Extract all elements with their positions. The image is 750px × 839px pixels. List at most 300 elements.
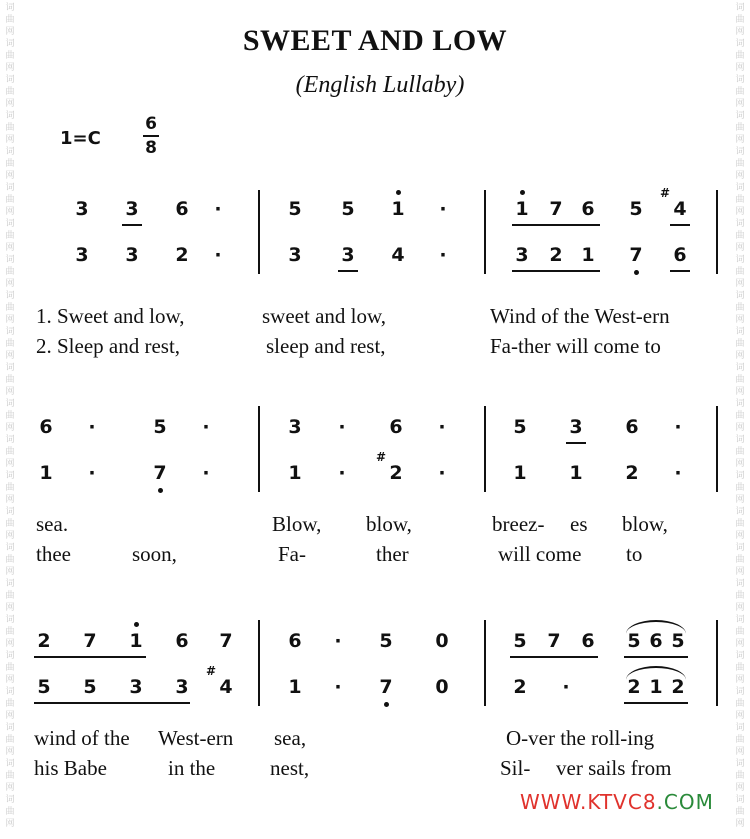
watermark-char: 曲 [735, 735, 745, 745]
sharp-sign: # [376, 450, 387, 464]
barline [258, 620, 260, 706]
note-low: 7 [150, 462, 170, 484]
watermark-char: 网 [5, 495, 15, 505]
note: 3 [129, 676, 143, 698]
eighth-underline [512, 270, 600, 272]
watermark-char: 词 [735, 111, 745, 121]
watermark-char: 词 [5, 579, 15, 589]
watermark-char: 词 [5, 651, 15, 661]
watermark-char: 曲 [5, 231, 15, 241]
watermark-char: 曲 [735, 699, 745, 709]
watermark-char: 词 [735, 363, 745, 373]
note: 4 [391, 244, 405, 266]
site-watermark [520, 790, 714, 814]
watermark-group [735, 506, 744, 542]
watermark-char: 曲 [735, 447, 745, 457]
note: 7 [83, 630, 97, 652]
lyric-verse-1: sea. [36, 512, 69, 536]
watermark-char: 曲 [735, 195, 745, 205]
watermark-char: 曲 [5, 123, 15, 133]
watermark-char: 词 [5, 255, 15, 265]
watermark-char: 曲 [735, 375, 745, 385]
watermark-group [5, 470, 14, 506]
eighth-underline [624, 702, 688, 704]
watermark-group [735, 470, 744, 506]
slur [626, 620, 686, 634]
note: 3 [75, 244, 89, 266]
watermark-char: 曲 [5, 15, 15, 25]
watermark-char: 曲 [735, 771, 745, 781]
watermark-group [735, 614, 744, 650]
time-signature-bottom: 8 [145, 138, 157, 158]
time-signature-top: 6 [145, 114, 157, 134]
note: 3 [125, 198, 139, 220]
duration-dot: · [439, 198, 447, 220]
note: 1 [39, 462, 53, 484]
watermark-group [735, 182, 744, 218]
note: 7 [547, 630, 561, 652]
watermark-char: 网 [5, 783, 15, 793]
watermark-char: 曲 [735, 51, 745, 61]
lyric-verse-2: his Babe [34, 756, 107, 780]
watermark-group [5, 614, 14, 650]
watermark-char: 网 [735, 639, 745, 649]
lyric-verse-2: thee [36, 542, 71, 566]
site-watermark-name: KTVC8 [587, 790, 657, 814]
watermark-char: 曲 [5, 663, 15, 673]
watermark-char: 词 [735, 579, 745, 589]
watermark-group [735, 362, 744, 398]
watermark-char: 曲 [5, 627, 15, 637]
note: 1 [569, 462, 583, 484]
note: 3 [515, 244, 529, 266]
watermark-char: 曲 [735, 627, 745, 637]
watermark-char: 词 [5, 327, 15, 337]
watermark-char: 词 [735, 39, 745, 49]
eighth-underline [34, 702, 190, 704]
watermark-char: 曲 [735, 15, 745, 25]
watermark-group [5, 110, 14, 146]
watermark-char: 网 [5, 351, 15, 361]
watermark-group [735, 434, 744, 470]
watermark-char: 网 [735, 495, 745, 505]
watermark-char: 词 [5, 291, 15, 301]
watermark-char: 曲 [735, 483, 745, 493]
watermark-group [735, 398, 744, 434]
watermark-group [5, 398, 14, 434]
eighth-underline [34, 656, 146, 658]
watermark-group [5, 794, 14, 830]
note: 5 [513, 630, 527, 652]
note: 5 [288, 198, 302, 220]
watermark-char: 网 [735, 243, 745, 253]
watermark-group [735, 722, 744, 758]
barline [716, 620, 718, 706]
note: 5 [671, 630, 685, 652]
lyric-verse-1: sea, [274, 726, 307, 750]
note: 2 [549, 244, 563, 266]
watermark-char: 网 [735, 171, 745, 181]
watermark-char: 曲 [735, 411, 745, 421]
watermark-char: 网 [5, 711, 15, 721]
watermark-char: 词 [735, 687, 745, 697]
note: 5 [513, 416, 527, 438]
lyric-verse-1: wind of the [34, 726, 130, 750]
watermark-char: 网 [735, 603, 745, 613]
watermark-char: 词 [5, 111, 15, 121]
watermark-char: 网 [5, 171, 15, 181]
note-low: 7 [376, 676, 396, 698]
watermark-char: 词 [735, 759, 745, 769]
watermark-char: 曲 [5, 699, 15, 709]
watermark-group [735, 254, 744, 290]
watermark-char: 词 [735, 651, 745, 661]
lyric-verse-1: blow, [622, 512, 668, 536]
note: 6 [649, 630, 663, 652]
watermark-char: 词 [5, 219, 15, 229]
watermark-char: 曲 [5, 303, 15, 313]
note: 3 [288, 244, 302, 266]
watermark-char: 网 [735, 819, 745, 829]
watermark-group [735, 686, 744, 722]
slur [626, 666, 686, 680]
watermark-char: 曲 [5, 411, 15, 421]
note: 5 [341, 198, 355, 220]
watermark-char: 词 [5, 435, 15, 445]
watermark-char: 词 [5, 795, 15, 805]
watermark-char: 网 [5, 639, 15, 649]
note-low: 7 [626, 244, 646, 266]
watermark-char: 词 [5, 507, 15, 517]
note: 2 [513, 676, 527, 698]
watermark-char: 词 [735, 147, 745, 157]
watermark-group [5, 650, 14, 686]
watermark-char: 曲 [5, 591, 15, 601]
eighth-underline [122, 224, 142, 226]
watermark-char: 网 [735, 351, 745, 361]
duration-dot: · [202, 462, 210, 484]
time-signature [140, 114, 162, 158]
duration-dot: · [88, 416, 96, 438]
note: 2 [37, 630, 51, 652]
site-watermark-prefix: WWW. [520, 790, 588, 814]
duration-dot: · [214, 244, 222, 266]
watermark-char: 网 [5, 819, 15, 829]
watermark-group [5, 542, 14, 578]
lyric-verse-1: O-ver the roll-ing [506, 726, 655, 750]
watermark-char: 词 [735, 615, 745, 625]
lyric-verse-2: will come [498, 542, 582, 566]
note: 3 [175, 676, 189, 698]
watermark-char: 曲 [5, 195, 15, 205]
eighth-underline [512, 224, 600, 226]
watermark-group [5, 182, 14, 218]
note-high: 1 [512, 198, 532, 220]
watermark-char: 网 [5, 675, 15, 685]
duration-dot: · [438, 462, 446, 484]
lyric-verse-2: sleep and rest, [266, 334, 386, 358]
watermark-char: 词 [5, 399, 15, 409]
watermark-group [5, 326, 14, 362]
watermark-char: 词 [735, 183, 745, 193]
watermark-char: 曲 [735, 159, 745, 169]
duration-dot: · [88, 462, 96, 484]
watermark-char: 网 [5, 531, 15, 541]
duration-dot: · [674, 462, 682, 484]
watermark-char: 词 [735, 75, 745, 85]
watermark-group [735, 290, 744, 326]
watermark-char: 网 [5, 603, 15, 613]
watermark-group [735, 794, 744, 830]
lyric-verse-2: ther [376, 542, 409, 566]
watermark-char: 曲 [735, 807, 745, 817]
note: 3 [75, 198, 89, 220]
watermark-group [5, 506, 14, 542]
note: 6 [175, 198, 189, 220]
barline [484, 406, 486, 492]
right-watermark-strip [732, 0, 748, 839]
lyric-verse-2: ver sails from [556, 756, 672, 780]
sharp-sign: # [206, 664, 217, 678]
lyric-verse-1: blow, [366, 512, 412, 536]
lyric-verse-2: in the [168, 756, 216, 780]
watermark-char: 网 [735, 27, 745, 37]
watermark-group [735, 218, 744, 254]
eighth-underline [338, 270, 358, 272]
watermark-group [5, 362, 14, 398]
note: 2 [389, 462, 403, 484]
lyric-verse-1: es [570, 512, 588, 536]
watermark-group [5, 686, 14, 722]
note: 7 [219, 630, 233, 652]
note: 6 [625, 416, 639, 438]
watermark-char: 网 [735, 711, 745, 721]
watermark-char: 网 [5, 63, 15, 73]
watermark-char: 词 [5, 39, 15, 49]
watermark-group [735, 542, 744, 578]
watermark-group [5, 290, 14, 326]
watermark-char: 网 [735, 63, 745, 73]
note: 6 [581, 198, 595, 220]
note: 2 [627, 676, 641, 698]
watermark-char: 曲 [5, 807, 15, 817]
watermark-char: 网 [5, 135, 15, 145]
note: 5 [153, 416, 167, 438]
watermark-char: 曲 [735, 591, 745, 601]
watermark-char: 曲 [735, 339, 745, 349]
watermark-group [735, 110, 744, 146]
watermark-char: 曲 [5, 447, 15, 457]
watermark-char: 网 [735, 459, 745, 469]
watermark-group [5, 254, 14, 290]
watermark-char: 曲 [5, 555, 15, 565]
note: 5 [379, 630, 393, 652]
watermark-char: 网 [5, 387, 15, 397]
lyric-verse-1: sweet and low, [262, 304, 387, 328]
duration-dot: · [438, 416, 446, 438]
watermark-char: 词 [735, 471, 745, 481]
watermark-group [735, 146, 744, 182]
duration-dot: · [334, 630, 342, 652]
watermark-char: 词 [5, 543, 15, 553]
watermark-char: 词 [5, 687, 15, 697]
note: 6 [389, 416, 403, 438]
barline [484, 190, 486, 274]
site-watermark-suffix: .COM [656, 790, 714, 814]
note: 3 [341, 244, 355, 266]
watermark-char: 网 [5, 459, 15, 469]
watermark-char: 词 [735, 291, 745, 301]
watermark-char: 词 [5, 147, 15, 157]
barline [716, 190, 718, 274]
watermark-char: 曲 [5, 375, 15, 385]
note: 7 [549, 198, 563, 220]
time-signature-bar [143, 135, 159, 137]
note: 2 [625, 462, 639, 484]
rest: 0 [435, 630, 449, 652]
watermark-char: 词 [5, 471, 15, 481]
note: 6 [175, 630, 189, 652]
note: 2 [175, 244, 189, 266]
note-high: 1 [388, 198, 408, 220]
note: 1 [288, 462, 302, 484]
note: 5 [627, 630, 641, 652]
watermark-char: 词 [735, 327, 745, 337]
note: 1 [513, 462, 527, 484]
watermark-char: 曲 [5, 87, 15, 97]
watermark-char: 词 [735, 723, 745, 733]
lyric-verse-2: Fa-ther will come to [490, 334, 661, 358]
watermark-char: 网 [5, 243, 15, 253]
lyric-verse-1: West-ern [158, 726, 234, 750]
watermark-group [5, 218, 14, 254]
watermark-char: 词 [735, 507, 745, 517]
barline [258, 190, 260, 274]
watermark-char: 网 [735, 675, 745, 685]
song-title: SWEET AND LOW [242, 24, 508, 57]
watermark-char: 曲 [5, 51, 15, 61]
watermark-char: 词 [735, 3, 745, 13]
watermark-char: 词 [735, 543, 745, 553]
watermark-char: 网 [735, 99, 745, 109]
note: 1 [288, 676, 302, 698]
note: 6 [288, 630, 302, 652]
watermark-group [735, 758, 744, 794]
lyric-verse-2: 2. Sleep and rest, [36, 334, 181, 358]
watermark-char: 词 [5, 363, 15, 373]
lyric-verse-2: Fa- [278, 542, 306, 566]
watermark-char: 曲 [735, 519, 745, 529]
duration-dot: · [562, 676, 570, 698]
watermark-char: 曲 [735, 267, 745, 277]
watermark-char: 曲 [5, 339, 15, 349]
lyric-verse-2: nest, [270, 756, 310, 780]
watermark-group [5, 146, 14, 182]
watermark-char: 网 [735, 207, 745, 217]
left-watermark-strip [2, 0, 18, 839]
sharp-sign: # [660, 186, 671, 200]
watermark-char: 曲 [5, 267, 15, 277]
watermark-char: 曲 [735, 555, 745, 565]
watermark-char: 曲 [735, 87, 745, 97]
note: 6 [581, 630, 595, 652]
watermark-char: 网 [735, 315, 745, 325]
watermark-char: 词 [5, 723, 15, 733]
note: 5 [629, 198, 643, 220]
note: 3 [125, 244, 139, 266]
watermark-char: 网 [735, 387, 745, 397]
watermark-char: 网 [735, 567, 745, 577]
note: 3 [569, 416, 583, 438]
watermark-char: 网 [5, 207, 15, 217]
watermark-char: 曲 [5, 735, 15, 745]
note: 1 [581, 244, 595, 266]
watermark-group [735, 326, 744, 362]
duration-dot: · [202, 416, 210, 438]
barline [484, 620, 486, 706]
watermark-char: 曲 [5, 519, 15, 529]
note: 4 [219, 676, 233, 698]
watermark-group [5, 758, 14, 794]
watermark-char: 网 [5, 423, 15, 433]
watermark-char: 词 [5, 75, 15, 85]
lyric-verse-2: soon, [132, 542, 177, 566]
note-high: 1 [126, 630, 146, 652]
watermark-group [5, 578, 14, 614]
lyric-verse-2: to [626, 542, 643, 566]
barline [716, 406, 718, 492]
watermark-char: 词 [5, 3, 15, 13]
watermark-char: 曲 [735, 303, 745, 313]
watermark-char: 网 [735, 747, 745, 757]
eighth-underline [670, 224, 690, 226]
watermark-char: 网 [5, 99, 15, 109]
duration-dot: · [674, 416, 682, 438]
watermark-char: 网 [735, 135, 745, 145]
watermark-char: 曲 [735, 663, 745, 673]
note: 5 [83, 676, 97, 698]
lyric-verse-1: 1. Sweet and low, [36, 304, 185, 328]
watermark-char: 词 [735, 435, 745, 445]
eighth-underline [566, 442, 586, 444]
watermark-group [5, 434, 14, 470]
note: 1 [649, 676, 663, 698]
duration-dot: · [338, 462, 346, 484]
watermark-char: 词 [735, 255, 745, 265]
watermark-group [735, 578, 744, 614]
song-subtitle: (English Lullaby) [295, 72, 465, 98]
watermark-char: 曲 [5, 771, 15, 781]
watermark-char: 网 [5, 27, 15, 37]
duration-dot: · [338, 416, 346, 438]
lyric-verse-2: Sil- [500, 756, 531, 780]
watermark-char: 词 [735, 219, 745, 229]
barline [258, 406, 260, 492]
duration-dot: · [214, 198, 222, 220]
eighth-underline [624, 656, 688, 658]
watermark-char: 词 [5, 759, 15, 769]
note: 2 [671, 676, 685, 698]
watermark-char: 曲 [735, 123, 745, 133]
watermark-char: 词 [735, 399, 745, 409]
watermark-char: 网 [735, 279, 745, 289]
watermark-char: 曲 [735, 231, 745, 241]
note: 3 [288, 416, 302, 438]
rest: 0 [435, 676, 449, 698]
watermark-char: 网 [5, 315, 15, 325]
watermark-char: 网 [735, 531, 745, 541]
watermark-char: 曲 [5, 159, 15, 169]
